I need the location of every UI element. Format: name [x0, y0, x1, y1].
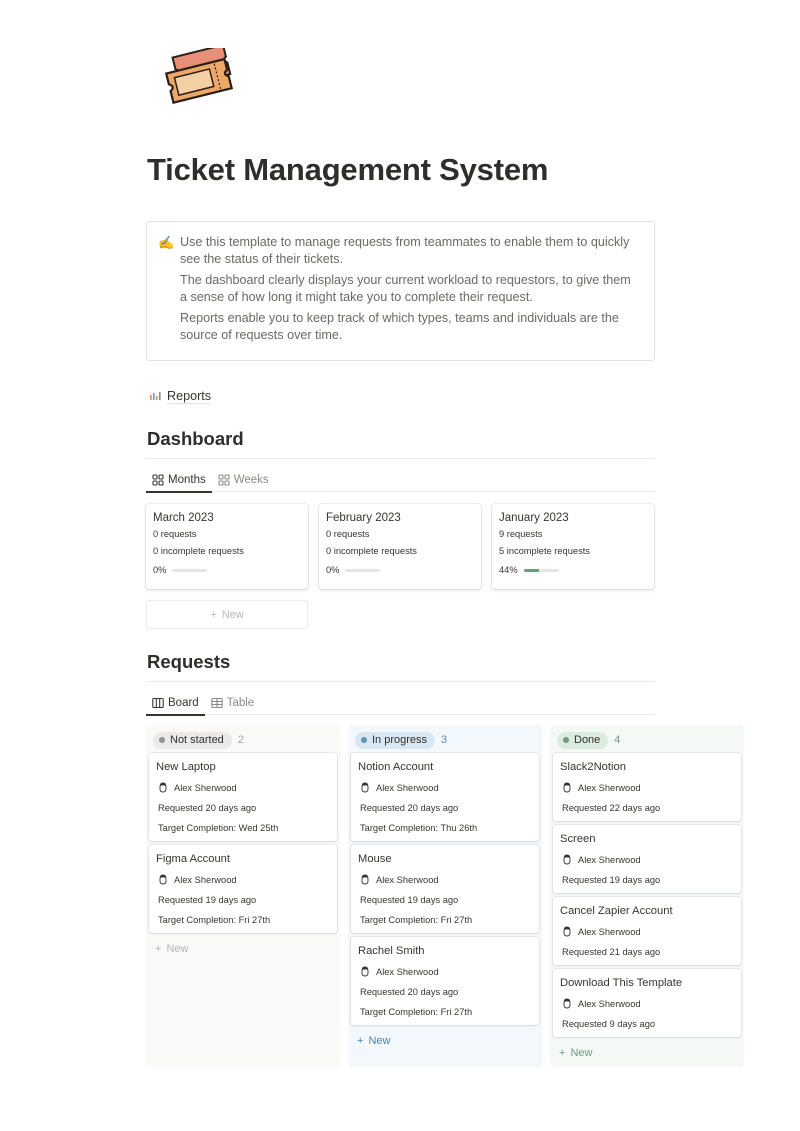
progress-bar	[345, 569, 380, 572]
tab-label: Table	[226, 697, 255, 709]
status-dot-icon	[159, 737, 165, 743]
plus-icon: +	[357, 1035, 364, 1047]
requests-view-tabs	[146, 691, 655, 715]
column-header[interactable]	[149, 729, 337, 753]
gallery-icon	[218, 474, 230, 486]
writing-hand-icon: ✍	[158, 235, 175, 250]
plus-icon: +	[210, 608, 217, 621]
dashboard-gallery	[146, 504, 654, 621]
target-completion: Target Completion: Fri 27th	[360, 915, 473, 925]
gallery-card-march[interactable]	[146, 504, 308, 589]
requested-ago: Requested 20 days ago	[360, 987, 459, 997]
tab-table[interactable]	[205, 691, 261, 715]
status-dot-icon	[563, 737, 569, 743]
requested-ago: Requested 20 days ago	[360, 803, 459, 813]
tab-label: Weeks	[233, 474, 269, 486]
card-title: January 2023	[499, 512, 569, 524]
card-title: March 2023	[153, 512, 214, 524]
board-column-done	[550, 725, 744, 1067]
incomplete-count: 0 incomplete requests	[153, 546, 244, 556]
request-card[interactable]	[351, 753, 539, 841]
column-header[interactable]	[351, 729, 539, 753]
progress	[153, 565, 301, 575]
board-icon	[152, 697, 164, 709]
assignee-name: Alex Sherwood	[174, 874, 237, 885]
dashboard-view-tabs	[146, 468, 655, 492]
gallery-card-january[interactable]	[492, 504, 654, 589]
plus-icon: +	[559, 1047, 566, 1059]
ticket-icon[interactable]	[160, 48, 236, 106]
reports-page-link[interactable]	[149, 389, 211, 404]
request-count: 9 requests	[499, 529, 543, 539]
card-title: Rachel Smith	[358, 945, 425, 957]
target-completion: Target Completion: Fri 27th	[158, 915, 271, 925]
card-title: Figma Account	[156, 853, 230, 865]
avatar-icon	[158, 874, 168, 885]
avatar-icon	[562, 782, 572, 793]
gallery-card-february[interactable]	[319, 504, 481, 589]
avatar-icon	[360, 966, 370, 977]
status-badge	[153, 732, 232, 749]
target-completion: Target Completion: Fri 27th	[360, 1007, 473, 1017]
assignee-name: Alex Sherwood	[174, 782, 237, 793]
status-label: In progress	[372, 734, 428, 746]
callout-paragraph: The dashboard clearly displays your current workload to requestors, to give them a sense of how long it might take you to complete their request.	[180, 273, 631, 304]
requested-ago: Requested 19 days ago	[360, 895, 459, 905]
requested-ago: Requested 20 days ago	[158, 803, 257, 813]
gallery-icon	[152, 474, 164, 486]
new-card-button[interactable]	[553, 1041, 741, 1061]
card-title: Download This Template	[560, 977, 683, 989]
avatar-icon	[562, 854, 572, 865]
card-title: February 2023	[326, 512, 401, 524]
avatar-icon	[562, 998, 572, 1009]
card-title: Notion Account	[358, 761, 434, 773]
assignee-name: Alex Sherwood	[376, 874, 439, 885]
assignee	[560, 998, 734, 1009]
target-completion: Target Completion: Thu 26th	[360, 823, 478, 833]
requested-ago: Requested 19 days ago	[158, 895, 257, 905]
request-card[interactable]	[553, 753, 741, 821]
table-icon	[211, 697, 223, 709]
status-badge	[355, 732, 435, 749]
assignee-name: Alex Sherwood	[376, 782, 439, 793]
card-title: Slack2Notion	[560, 761, 626, 773]
column-header[interactable]	[553, 729, 741, 753]
card-title: New Laptop	[156, 761, 216, 773]
card-title: Cancel Zapier Account	[560, 905, 673, 917]
progress-bar	[524, 569, 559, 572]
new-card-button[interactable]	[351, 1029, 539, 1049]
assignee	[358, 782, 532, 793]
requested-ago: Requested 21 days ago	[562, 947, 661, 957]
intro-callout	[146, 221, 655, 361]
assignee	[560, 854, 734, 865]
progress-label: 0%	[326, 565, 340, 575]
request-card[interactable]	[351, 845, 539, 933]
column-count: 4	[614, 734, 621, 746]
target-completion: Target Completion: Wed 25th	[158, 823, 279, 833]
request-count: 0 requests	[326, 529, 370, 539]
request-card[interactable]	[149, 845, 337, 933]
assignee	[358, 874, 532, 885]
assignee-name: Alex Sherwood	[578, 854, 641, 865]
request-card[interactable]	[553, 897, 741, 965]
new-label: New	[221, 608, 244, 621]
divider	[146, 458, 655, 459]
avatar-icon	[360, 874, 370, 885]
incomplete-count: 0 incomplete requests	[326, 546, 417, 556]
status-dot-icon	[361, 737, 367, 743]
new-label: New	[166, 943, 189, 955]
callout-paragraph: Reports enable you to keep track of which types, teams and individuals are the source of requests over time.	[180, 311, 619, 342]
status-badge	[557, 732, 608, 749]
request-card[interactable]	[149, 753, 337, 841]
tab-label: Board	[168, 697, 199, 709]
request-count: 0 requests	[153, 529, 197, 539]
board-column-in-progress	[348, 725, 542, 1067]
card-title: Mouse	[358, 853, 392, 865]
requested-ago: Requested 22 days ago	[562, 803, 661, 813]
assignee	[156, 874, 330, 885]
assignee-name: Alex Sherwood	[578, 998, 641, 1009]
request-card[interactable]	[553, 969, 741, 1037]
requested-ago: Requested 19 days ago	[562, 875, 661, 885]
tab-weeks[interactable]	[212, 468, 275, 492]
assignee	[560, 926, 734, 937]
bar-chart-icon	[149, 390, 161, 404]
progress-label: 0%	[153, 565, 167, 575]
progress	[326, 565, 474, 575]
requested-ago: Requested 9 days ago	[562, 1019, 656, 1029]
column-count: 2	[237, 734, 244, 746]
assignee-name: Alex Sherwood	[578, 926, 641, 937]
progress-bar	[172, 569, 207, 572]
status-label: Done	[574, 734, 601, 746]
board-column-not-started	[146, 725, 340, 1067]
progress-label: 44%	[499, 565, 518, 575]
progress	[499, 565, 647, 575]
assignee	[560, 782, 734, 793]
new-card-button[interactable]	[149, 937, 337, 957]
new-gallery-card-button[interactable]	[146, 600, 308, 629]
request-card[interactable]	[553, 825, 741, 893]
tab-label: Months	[168, 474, 206, 486]
assignee-name: Alex Sherwood	[578, 782, 641, 793]
assignee-name: Alex Sherwood	[376, 966, 439, 977]
new-label: New	[570, 1047, 593, 1059]
avatar-icon	[562, 926, 572, 937]
requests-title: Requests	[147, 651, 231, 672]
plus-icon: +	[155, 943, 162, 955]
column-count: 3	[441, 734, 448, 746]
callout-paragraph: Use this template to manage requests from teammates to enable them to quickly see the status of their tickets.	[180, 235, 630, 266]
new-label: New	[368, 1035, 391, 1047]
avatar-icon	[360, 782, 370, 793]
assignee	[358, 966, 532, 977]
incomplete-count: 5 incomplete requests	[499, 546, 590, 556]
reports-link-label: Reports	[167, 389, 212, 403]
requests-board	[146, 725, 744, 1067]
divider	[146, 681, 655, 682]
page-title: Ticket Management System	[147, 152, 549, 187]
dashboard-title: Dashboard	[147, 428, 244, 449]
assignee	[156, 782, 330, 793]
avatar-icon	[158, 782, 168, 793]
status-label: Not started	[170, 734, 224, 746]
request-card[interactable]	[351, 937, 539, 1025]
card-title: Screen	[560, 833, 596, 845]
tab-board[interactable]	[146, 691, 205, 715]
tab-months[interactable]	[146, 468, 212, 492]
